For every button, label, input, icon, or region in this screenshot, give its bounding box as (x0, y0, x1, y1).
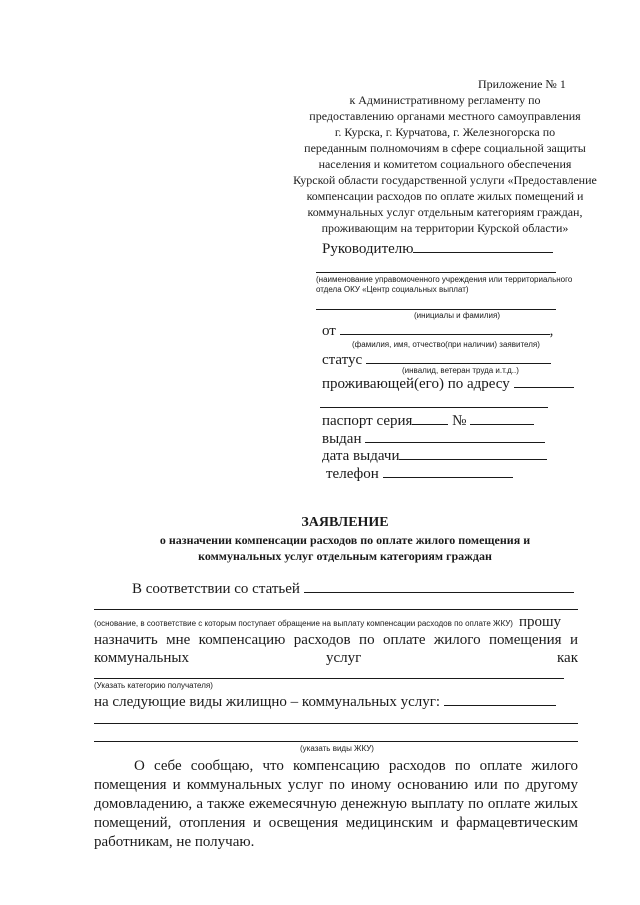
services-line-2[interactable] (94, 723, 578, 724)
appendix-line: коммунальных услуг отдельным категориям граждан, (307, 205, 583, 219)
head-row (322, 240, 553, 258)
issued-field[interactable] (365, 430, 545, 443)
status-field[interactable] (366, 351, 551, 364)
appendix-line: компенсации расходов по оплате жилых помещений и (306, 189, 584, 203)
basis-line[interactable] (94, 609, 578, 610)
address-line-2[interactable] (320, 407, 548, 408)
head-field[interactable] (413, 240, 553, 253)
para-line: помещения и коммунальных услуг по иному основанию или по другому (94, 777, 578, 793)
para-line: работникам, не получаю. (94, 834, 255, 850)
services-hint: (указать виды ЖКУ) (300, 744, 374, 753)
category-line[interactable] (94, 678, 564, 679)
appendix-line: Курской области государственной услуги «Предоставление (293, 173, 597, 187)
passport-number-field[interactable] (470, 412, 534, 425)
head-line-2[interactable] (316, 272, 556, 273)
statement-paragraph (94, 757, 578, 852)
body-line-a: назначить мне компенсацию расходов по оплате жилого помещения и (94, 632, 578, 648)
initials-line[interactable] (316, 309, 556, 310)
passport-label: паспорт серия (322, 413, 413, 429)
appendix-line: г. Курска, г. Курчатова, г. Железногорска по (334, 125, 556, 139)
appendix-label: Приложение № 1 (478, 77, 566, 91)
from-comma: , (549, 323, 554, 339)
according-label: В соответствии со статьей (132, 581, 300, 597)
status-hint: (инвалид, ветеран труда и.т.д..) (402, 366, 519, 375)
appendix-line: к Административному регламенту по (349, 93, 541, 107)
phone-row (326, 465, 513, 483)
issued-label: выдан (322, 431, 362, 447)
word-kak: как (556, 650, 578, 666)
services-row (94, 693, 556, 711)
address-field[interactable] (514, 375, 574, 388)
head-label: Руководителю (322, 241, 414, 257)
appendix-line: предоставлению органами местного самоуправления (309, 109, 581, 123)
statement-subtitle-1: о назначении компенсации расходов по оплате жилого помещения и (159, 533, 531, 547)
issued-row (322, 430, 545, 448)
issue-date-row (322, 447, 547, 465)
from-label: от (322, 323, 336, 339)
prosh-word: прошу (518, 614, 562, 630)
passport-row (322, 412, 534, 430)
from-hint: (фамилия, имя, отчество(при наличии) заявителя) (352, 340, 540, 349)
initials-hint: (инициалы и фамилия) (414, 311, 500, 320)
phone-field[interactable] (383, 465, 513, 478)
head-hint-2: отдела ОКУ «Центр социальных выплат) (316, 285, 469, 294)
issue-date-field[interactable] (399, 447, 547, 460)
according-row (132, 580, 574, 598)
statement-title: ЗАЯВЛЕНИЕ (301, 515, 389, 530)
body-line-b (94, 648, 578, 668)
from-row (322, 322, 553, 340)
basis-row (94, 612, 561, 632)
address-row (322, 375, 574, 393)
appendix-line: населения и комитетом социального обеспечения (318, 157, 572, 171)
article-field[interactable] (304, 580, 574, 593)
phone-label: телефон (326, 466, 379, 482)
appendix-line: проживающим на территории Курской области» (321, 221, 569, 235)
para-line: помещений, отопления и освещения медицинским и фармацевтическим (94, 815, 578, 831)
word-kommunalnyh: коммунальных (94, 650, 189, 666)
appendix-text (270, 92, 620, 236)
category-hint: (Указать категорию получателя) (94, 681, 213, 690)
statement-subtitle-2: коммунальных услуг отдельным категориям граждан (198, 549, 492, 563)
services-line-3[interactable] (94, 741, 578, 742)
from-field[interactable] (340, 322, 550, 335)
word-uslug: услуг (326, 650, 362, 666)
passport-series-field[interactable] (412, 412, 448, 425)
services-label: на следующие виды жилищно – коммунальных услуг: (94, 694, 441, 710)
address-label: проживающей(его) по адресу (322, 376, 510, 392)
head-hint: (наименование управомоченного учреждения или территориального (316, 275, 573, 284)
passport-no-label: № (452, 413, 467, 429)
services-field[interactable] (444, 693, 556, 706)
para-line: О себе сообщаю, что компенсацию расходов по оплате жилого (134, 758, 578, 774)
appendix-line: переданным полномочиям в сфере социальной защиты (304, 141, 586, 155)
status-label: статус (322, 352, 363, 368)
basis-hint: (основание, в соответствие с которым поступает обращение на выплату компенсации расходов по оплате ЖКУ) (94, 619, 513, 628)
para-line: домовладению, а также ежемесячную денежную выплату по оплате жилых (94, 796, 578, 812)
issue-date-label: дата выдачи (322, 448, 400, 464)
